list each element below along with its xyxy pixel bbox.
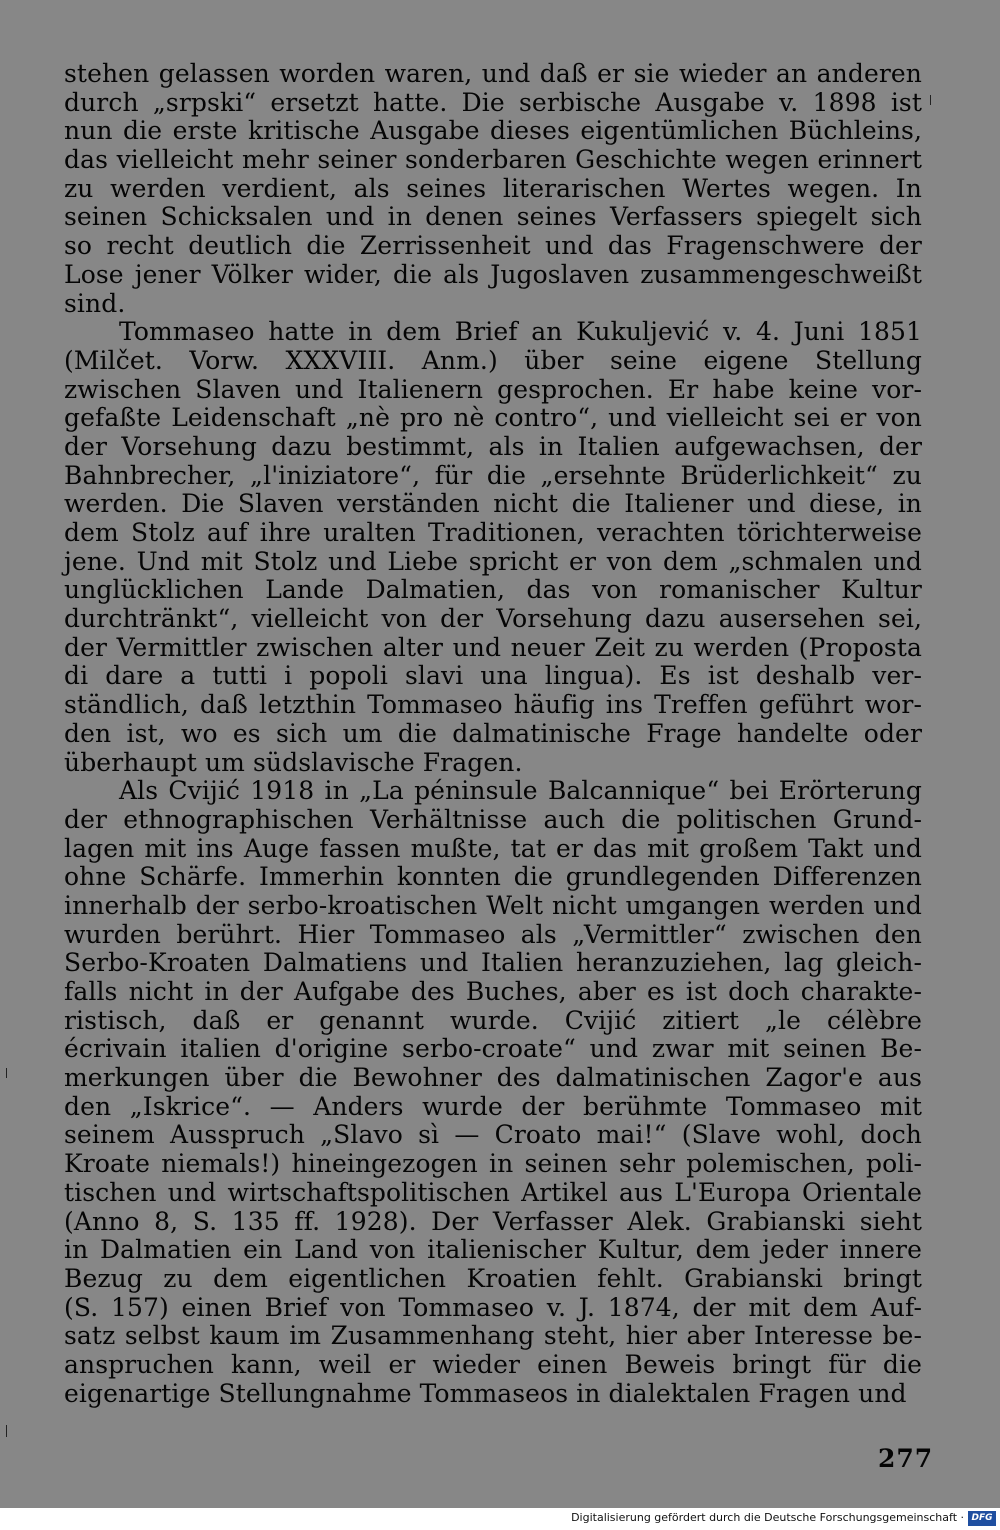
text-line: Serbo-Kroaten Dalmatiens und Italien heranzuziehen, lag gleich- xyxy=(64,948,922,978)
text-line: lagen mit ins Auge fassen mußte, tat er das mit großem Takt und xyxy=(64,833,922,863)
text-line: das vielleicht mehr seiner sonderbaren Geschichte wegen erinnert xyxy=(64,145,922,175)
text-line: der ethnographischen Verhältnisse auch die politischen Grund- xyxy=(64,804,922,834)
text-line: falls nicht in der Aufgabe des Buches, aber es ist doch charakte- xyxy=(64,977,922,1006)
paragraph-1 xyxy=(64,60,922,318)
text-line: Als Cvijić 1918 in „La péninsule Balcannique“ bei Erörterung xyxy=(119,776,922,806)
text-line: (Milčet. Vorw. XXXVIII. Anm.) über seine eigene Stellung xyxy=(64,345,922,375)
text-line: di dare a tutti i popoli slavi una lingua). Es ist deshalb ver- xyxy=(64,661,922,691)
text-line: der Vorsehung dazu bestimmt, als in Italien aufgewachsen, der xyxy=(64,431,922,461)
margin-mark xyxy=(6,1425,7,1437)
margin-mark xyxy=(930,95,931,105)
text-line: ristisch, daß er genannt wurde. Cvijić zitiert „le célèbre xyxy=(64,1005,922,1035)
text-line: ständlich, daß letzthin Tommaseo häufig ins Treffen geführt wor- xyxy=(64,690,922,720)
text-line: Bahnbrecher, „l'iniziatore“, für die „ersehnte Brüderlichkeit“ zu xyxy=(64,460,922,490)
text-line: (S. 157) einen Brief von Tommaseo v. J. 1874, der mit dem Auf- xyxy=(64,1292,922,1322)
text-line: nun die erste kritische Ausgabe dieses eigentümlichen Büchleins, xyxy=(64,116,922,146)
text-line: zwischen Slaven und Italienern gesprochen. Er habe keine vor- xyxy=(64,374,922,404)
text-line: durchtränkt“, vielleicht von der Vorsehung dazu ausersehen sei, xyxy=(64,604,922,634)
text-line: Lose jener Völker wider, die als Jugoslaven zusammengeschweißt xyxy=(64,259,922,289)
text-line: wurden berührt. Hier Tommaseo als „Vermittler“ zwischen den xyxy=(64,919,922,949)
text-line: innerhalb der serbo-kroatischen Welt nicht umgangen werden und xyxy=(64,890,922,920)
text-line: merkungen über die Bewohner des dalmatinischen Zagor'e aus xyxy=(64,1063,922,1093)
page-number: 277 xyxy=(878,1444,934,1473)
dfg-logo: DFG xyxy=(968,1511,996,1526)
margin-mark xyxy=(6,1068,7,1078)
text-line: gefaßte Leidenschaft „nè pro nè contro“, und vielleicht sei er von xyxy=(64,403,922,433)
text-line: eigenartige Stellungnahme Tommaseos in dialektalen Fragen und xyxy=(64,1378,907,1408)
text-line: überhaupt um südslavische Fragen. xyxy=(64,747,523,777)
text-line: Tommaseo hatte in dem Brief an Kukuljević v. 4. Juni 1851 xyxy=(119,317,922,347)
text-line: tischen und wirtschaftspolitischen Artikel aus L'Europa Orientale xyxy=(64,1177,922,1207)
text-line: satz selbst kaum im Zusammenhang steht, hier aber Interesse be- xyxy=(64,1321,922,1351)
text-line: Kroate niemals!) hineingezogen in seinen sehr polemischen, poli- xyxy=(64,1149,922,1179)
text-line: stehen gelassen worden waren, und daß er sie wieder an anderen xyxy=(64,59,922,88)
text-line: den ist, wo es sich um die dalmatinische Frage handelte oder xyxy=(64,718,922,748)
text-line: der Vermittler zwischen alter und neuer Zeit zu werden (Proposta xyxy=(64,632,922,662)
text-line: anspruchen kann, weil er wieder einen Beweis bringt für die xyxy=(64,1349,922,1379)
text-line: seinem Ausspruch „Slavo sì — Croato mai!“ (Slave wohl, doch xyxy=(64,1120,922,1150)
text-line: zu werden verdient, als seines literarischen Wertes wegen. In xyxy=(64,173,922,203)
paragraph-3 xyxy=(64,777,922,1408)
text-line: so recht deutlich die Zerrissenheit und das Fragenschwere der xyxy=(64,231,922,261)
text-line: écrivain italien d'origine serbo-croate“ und zwar mit seinen Be- xyxy=(64,1034,922,1064)
text-line: den „Iskrice“. — Anders wurde der berühmte Tommaseo mit xyxy=(64,1091,922,1121)
text-line: sind. xyxy=(64,288,126,318)
text-line: werden. Die Slaven verständen nicht die Italiener und diese, in xyxy=(64,489,922,519)
paragraph-2 xyxy=(64,318,922,777)
text-line: ohne Schärfe. Immerhin konnten die grundlegenden Differenzen xyxy=(64,862,922,892)
text-line: seinen Schicksalen und in denen seines Verfassers spiegelt sich xyxy=(64,202,922,232)
digitization-footer xyxy=(0,1508,1000,1530)
text-line: in Dalmatien ein Land von italienischer Kultur, dem jeder innere xyxy=(64,1235,922,1265)
text-line: durch „srpski“ ersetzt hatte. Die serbische Ausgabe v. 1898 ist xyxy=(64,87,922,117)
text-line: (Anno 8, S. 135 ff. 1928). Der Verfasser Alek. Grabianski sieht xyxy=(64,1206,922,1236)
text-line: unglücklichen Lande Dalmatien, das von romanischer Kultur xyxy=(64,575,922,605)
text-line: jene. Und mit Stolz und Liebe spricht er von dem „schmalen und xyxy=(64,546,922,576)
text-line: dem Stolz auf ihre uralten Traditionen, verachten törichterweise xyxy=(64,518,922,547)
body-text xyxy=(64,60,922,1408)
footer-credit: Digitalisierung gefördert durch die Deutsche Forschungsgemeinschaft · xyxy=(571,1511,964,1524)
text-line: Bezug zu dem eigentlichen Kroatien fehlt. Grabianski bringt xyxy=(64,1263,922,1293)
